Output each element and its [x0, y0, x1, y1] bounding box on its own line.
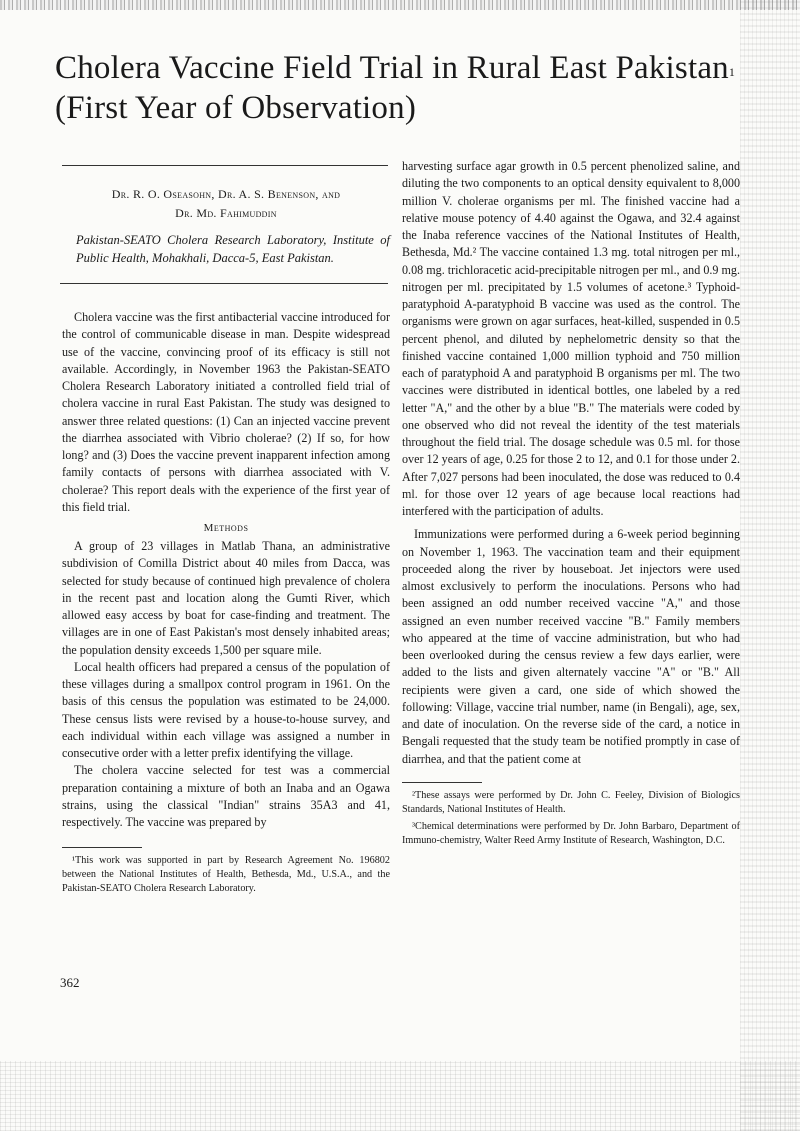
- methods-paragraph-1: A group of 23 villages in Matlab Thana, an administrative subdivision of Comilla District about 40 miles from Dacca, was selected for study because of continued high prevalence of cholera in the recent past and location along the Gumti River, which allowed easy access by boat for case-finding and treatment. The villages are in one of East Pakistan's most densely inhabited areas; the population density exceeds 1,500 per square mile.: [62, 539, 390, 657]
- scan-noise-top: [0, 0, 800, 10]
- authors-line-2: Dr. Md. Fahimuddin: [175, 206, 277, 220]
- rule-left-top: [62, 165, 388, 166]
- footnote-2: ²These assays were performed by Dr. John C. Feeley, Division of Biologics Standards, National Institutes of Health.: [402, 789, 740, 815]
- title-footnote-mark: 1: [728, 65, 736, 79]
- right-paragraph-1: harvesting surface agar growth in 0.5 percent phenolized saline, and diluting the two components to an optical density equivalent to 8,000 million V. cholerae organisms per ml. The finished vaccine had a relative mouse potency of 4.40 against the Ogawa, and 32.4 against the Inaba reference vaccines of the National Institutes of Health, Bethesda, Md.² The vaccine contained 1.3 mg. total nitrogen per ml., 0.08 mg. trichloracetic acid-precipitable nitrogen per ml., and 0.9 mg. nitrogen per ml. precipitated by 1.5 volumes of acetone.³ Typhoid-paratyphoid A-paratyphoid B vaccine was used as the control. The organisms were grown on agar surfaces, heat-killed, suspended in 0.5 percent phenol, and diluted by nephelometric density so that the finished vaccine contained 1,000 million typhoid and 750 million each of paratyphoid A and paratyphoid B organisms per ml. The two vaccines were distributed in identical bottles, one labeled by a red letter "A," and the other by a blue "B." The materials were coded by one observed who did not reveal the identity of the test materials throughout the field trial. The dosage schedule was 0.5 ml. for those over 12 years of age, 0.25 for those 2 to 12, and 0.1 for those under 2. After 7,027 persons had been inoculated, the dose was reduced to 0.4 ml. for those over 12 years of age because local reactions had interfered with the participation of adults.: [402, 159, 740, 518]
- title-line-1: Cholera Vaccine Field Trial in Rural East Pakistan: [55, 50, 729, 86]
- right-column: [402, 158, 740, 851]
- authors: [62, 185, 390, 223]
- footnote-1: ¹This work was supported in part by Research Agreement No. 196802 between the National Institutes of Health, Bethesda, Md., U.S.A., and the Pakistan-SEATO Cholera Research Laboratory.: [62, 855, 390, 895]
- scan-noise-right: [740, 0, 800, 1131]
- title-line-2: (First Year of Observation): [55, 90, 417, 126]
- methods-heading: Methods: [203, 522, 249, 534]
- footnote-rule-left: [62, 847, 142, 848]
- article-title: [55, 48, 755, 128]
- page-number: 362: [60, 975, 80, 990]
- footnote-3: ³Chemical determinations were performed by Dr. John Barbaro, Department of Immuno-chemistry, Walter Reed Army Institute of Research, Washington, D.C.: [402, 820, 740, 846]
- left-column: [62, 185, 390, 899]
- scan-noise-bottom: [0, 1061, 800, 1131]
- intro-paragraph: Cholera vaccine was the first antibacterial vaccine introduced for the control of communicable disease in man. Despite widespread use of the vaccine, convincing proof of its efficacy is still not available. Accordingly, in November 1963 the Pakistan-SEATO Cholera Research Laboratory initiated a controlled field trial of cholera vaccine in rural East Pakistan. The study was designed to answer three related questions: (1) Can an injected vaccine prevent the diarrhea associated with Vibrio cholerae? (2) If so, for how long? and (3) Does the vaccine prevent inapparent infection among family contacts of persons with diarrhea associated with V. cholerae? This report deals with the experience of the first year of this field trial.: [62, 310, 390, 514]
- affiliation: Pakistan-SEATO Cholera Research Laboratory, Institute of Public Health, Mohakhali, Dacca-5, East Pakistan.: [76, 233, 390, 265]
- footnote-rule-right: [402, 782, 482, 783]
- methods-paragraph-3: The cholera vaccine selected for test was a commercial preparation containing a mixture of both an Inaba and an Ogawa strains, using the classical "Indian" strains 35A3 and 41, respectively. The vaccine was prepared by: [62, 763, 390, 829]
- authors-line-1: Dr. R. O. Oseasohn, Dr. A. S. Benenson, and: [111, 187, 341, 201]
- right-paragraph-2: Immunizations were performed during a 6-week period beginning on November 1, 1963. The vaccination team and their equipment proceeded along the river by houseboat. Jet injectors were used almost exclusively to perform the inoculations. Persons who had been assigned an odd number received vaccine "A," and those assigned an even number received vaccine "B." Family members who appeared at the time of vaccine administration, but who had been overlooked during the census review a few days earlier, were added to the lists and given alternately vaccine "A" or "B." All recipients were given a card, one side of which showed the following: Village, vaccine trial number, name (in Bengali), age, sex, and date of inoculation. On the reverse side of the card, a notice in Bengali requested that the study team be notified promptly in case of diarrhea, and that the patient come at: [402, 527, 740, 766]
- spacer: [62, 267, 390, 309]
- methods-paragraph-2: Local health officers had prepared a census of the population of these villages during a smallpox control program in 1961. On the basis of this census the population was estimated to be 24,000. These census lists were revised by a house-to-house survey, and each individual within each village was assigned a number in consecutive order with a letter prefix identifying the village.: [62, 659, 390, 760]
